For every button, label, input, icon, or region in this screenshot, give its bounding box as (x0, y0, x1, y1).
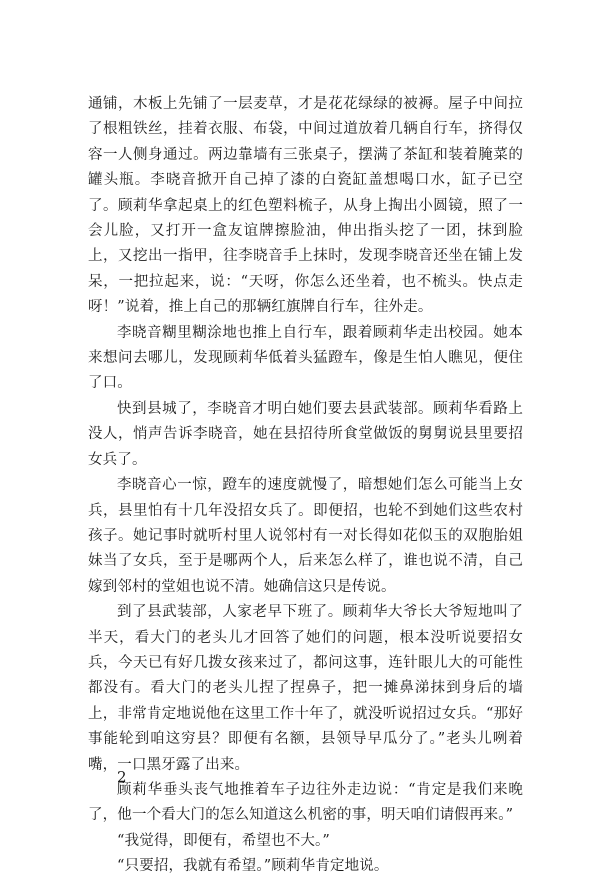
paragraph-1: 通铺，木板上先铺了一层麦草，才是花花绿绿的被褥。屋子中间拉了根粗铁丝，挂着衣服、布袋，中间过道放着几辆自行车，挤得仅容一人侧身通过。两边靠墙有三张桌子，摆满了茶缸和装着腌菜的罐头瓶。李晓音掀开自己掉了漆的白瓷缸盖想喝口水，缸子已空了。顾莉华拿起桌上的红色塑料梳子，从身上掏出小圆镜，照了一会儿脸，又打开一盒友谊牌擦脸油，伸出指头挖了一团，抹到脸上，又挖出一指甲，往李晓音手上抹时，发现李晓音还坐在铺上发呆，一把拉起来，说：“天呀，你怎么还坐着，也不梳头。快点走呀！”说着，推上自己的那辆红旗牌自行车，往外走。 (88, 96, 523, 316)
paragraph-3: 快到县城了，李晓音才明白她们要去县武装部。顾莉华看路上没人，悄声告诉李晓音，她在县招待所食堂做饭的舅舅说县里要招女兵了。 (88, 400, 523, 468)
paragraph-7: “我觉得，即便有，希望也不大。” (117, 832, 330, 849)
page-body (88, 92, 523, 880)
paragraph-4: 李晓音心一惊，蹬车的速度就慢了，暗想她们怎么可能当上女兵，县里怕有十几年没招女兵了。即便招，也轮不到她们这些农村孩子。她记事时就听村里人说邻村有一对长得如花似玉的双胞胎姐妹当了女兵，至于是哪两个人，后来怎么样了，谁也说不清，自己嫁到邻村的堂姐也说不清。她确信这只是传说。 (88, 477, 523, 595)
paragraph-6: 顾莉华垂头丧气地推着车子边往外走边说：“肯定是我们来晚了，他一个看大门的怎么知道这么机密的事，明天咱们请假再来。” (88, 781, 523, 824)
page-number: 2 (117, 768, 127, 786)
paragraph-8: “只要招，我就有希望。”顾莉华肯定地说。 (117, 858, 389, 875)
paragraph-2: 李晓音糊里糊涂地也推上自行车，跟着顾莉华走出校园。她本来想问去哪儿，发现顾莉华低着头猛蹬车，像是生怕人瞧见，便住了口。 (88, 324, 523, 392)
paragraph-5: 到了县武装部，人家老早下班了。顾莉华大爷长大爷短地叫了半天，看大门的老头儿才回答了她们的问题，根本没听说要招女兵，今天已有好几拨女孩来过了，都问这事，连针眼儿大的可能性都没有。看大门的老头儿捏了捏鼻子，把一摊鼻涕抹到身后的墙上，非常肯定地说他在这里工作十年了，就没听说招过女兵。“那好事能轮到咱这穷县？即便有名额，县领导早瓜分了。”老头儿咧着嘴，一口黑牙露了出来。 (88, 604, 523, 773)
